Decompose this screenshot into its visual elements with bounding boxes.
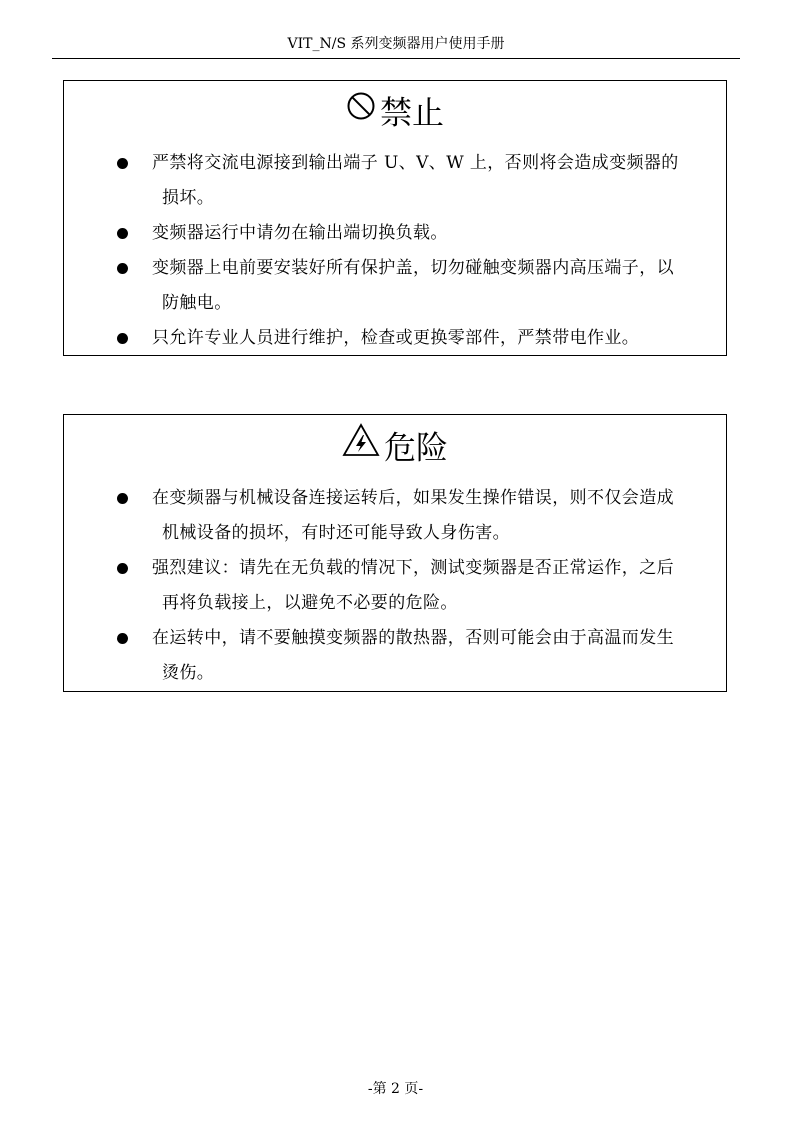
list-item	[64, 621, 726, 691]
list-item	[64, 146, 726, 216]
prohibition-title: 禁止	[379, 93, 444, 132]
item-text-line: 强烈建议：请先在无负载的情况下，测试变频器是否正常运作，之后	[152, 558, 674, 578]
bullet-icon	[117, 333, 128, 344]
list-item	[64, 551, 726, 621]
page-footer	[0, 1079, 791, 1099]
item-text-line: 只允许专业人员进行维护，检查或更换零部件，严禁带电作业。	[152, 328, 640, 348]
item-text-line: 损坏。	[162, 188, 215, 208]
page-header	[52, 34, 740, 59]
bullet-icon	[117, 633, 128, 644]
list-item	[64, 321, 726, 356]
item-text-line: 在变频器与机械设备连接运转后，如果发生操作错误，则不仅会造成	[152, 488, 674, 508]
item-text-line: 防触电。	[162, 293, 232, 313]
item-text-line: 烫伤。	[162, 663, 215, 683]
list-item	[64, 481, 726, 551]
bullet-icon	[117, 493, 128, 504]
high-voltage-warning-icon	[342, 423, 380, 466]
prohibition-list	[64, 146, 726, 356]
prohibition-heading	[64, 90, 726, 133]
danger-notice-box	[63, 414, 727, 692]
list-item	[64, 216, 726, 251]
prohibition-icon	[346, 90, 376, 130]
bullet-icon	[117, 228, 128, 239]
item-text-line: 严禁将交流电源接到输出端子 U、V、W 上，否则将会造成变频器的	[152, 153, 679, 173]
item-text-line: 变频器运行中请勿在输出端切换负载。	[152, 223, 448, 243]
danger-title: 危险	[383, 428, 448, 467]
bullet-icon	[117, 263, 128, 274]
manual-title: VIT_N/S 系列变频器用户使用手册	[287, 36, 505, 52]
bullet-icon	[117, 563, 128, 574]
danger-list	[64, 481, 726, 691]
page-number: -第 2 页-	[367, 1081, 424, 1097]
list-item	[64, 251, 726, 321]
item-text-line: 再将负载接上，以避免不必要的危险。	[162, 593, 458, 613]
danger-heading	[64, 425, 726, 469]
item-text-line: 在运转中，请不要触摸变频器的散热器，否则可能会由于高温而发生	[152, 628, 674, 648]
bullet-icon	[117, 158, 128, 169]
item-text-line: 变频器上电前要安装好所有保护盖，切勿碰触变频器内高压端子，以	[152, 258, 674, 278]
item-text-line: 机械设备的损坏，有时还可能导致人身伤害。	[162, 523, 510, 543]
prohibition-notice-box	[63, 80, 727, 356]
